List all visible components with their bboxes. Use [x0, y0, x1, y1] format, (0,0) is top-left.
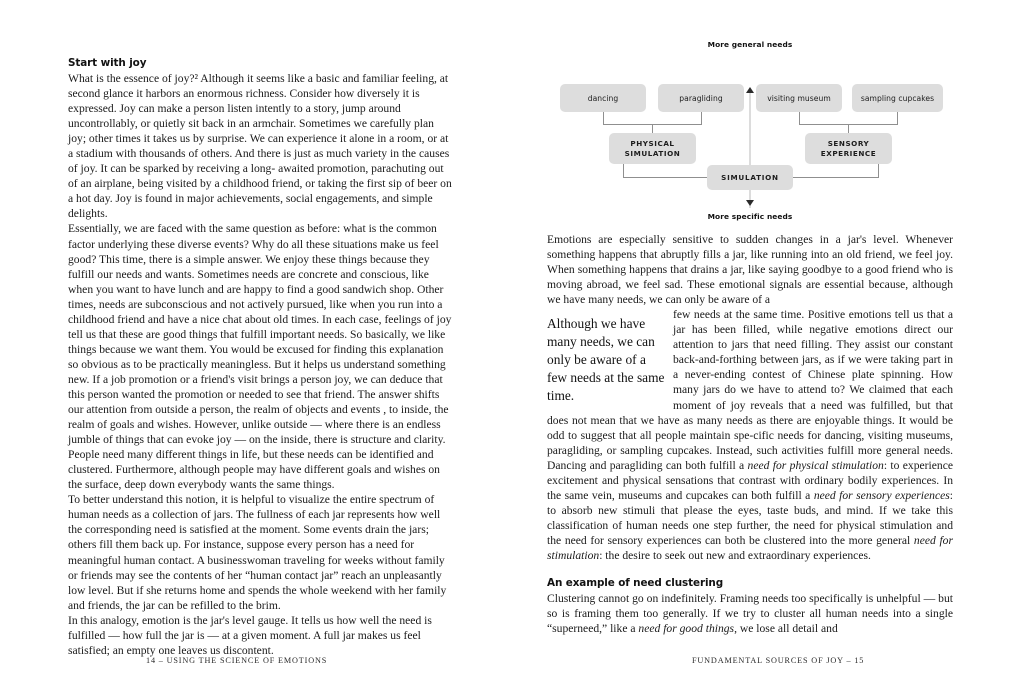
section-heading-need-clustering: An example of need clustering	[547, 577, 724, 590]
connector-root-left	[623, 177, 718, 178]
diagram-node-paragliding[interactable]	[658, 84, 744, 112]
wrap-text-c: : to absorb new stimuli that please the eyes, taste buds, and mind. If we take this classification of human needs one step further, the need for physical stimulation and the need for sensory experiences can both be clustered into the more general	[547, 488, 954, 547]
diagram-node-label: SIMULATION	[721, 173, 779, 182]
diagram-node-label: SENSORY EXPERIENCE	[820, 138, 877, 158]
diagram-node-label: paragliding	[679, 93, 723, 103]
connector-physical-stem	[652, 124, 653, 133]
right-page-column	[547, 40, 953, 636]
paragraph-3	[68, 492, 454, 612]
paragraph-3-text: To better understand this notion, it is helpful to visualize the entire spectrum of human needs as a collection of jars. The fullness of each jar represents how well the corresponding need is satisfied at the moment. Some events drain the jars; others fill them back up. For instance, suppose every person has a need for meaningful human contact. A businesswoman traveling for weeks without family or friends may see the contents of her “human contact jar” reach an unpleasantly low level. But if she returns home and spends the whole weekend with her family and friends, the jar can be refilled to the brim.	[68, 493, 447, 612]
right-paragraph-final	[547, 591, 953, 636]
connector-paragliding-down	[701, 112, 702, 124]
diagram-axis-bottom-label: More specific needs	[707, 212, 793, 221]
right-paragraph-top: Emotions are especially sensitive to sudden changes in a jar's level. Whenever something happens that abruptly fills a jar, like running into an old friend, we feel joy. When something happens that drains a jar, like saying goodbye to a good friend who is moving abroad, we feel sad. These emotional signals are essential because, although we have many needs, we can only be aware of a	[547, 233, 953, 307]
connector-cupcakes-down	[897, 112, 898, 124]
wrap-text-d: : the desire to seek out new and extraordinary experiences.	[599, 548, 871, 562]
final-text-b: , we lose all detail and	[734, 622, 838, 636]
diagram-axis-line	[750, 93, 751, 208]
diagram-node-dancing[interactable]	[560, 84, 646, 112]
italic-need-physical-stimulation: need for physical stimulation	[747, 458, 884, 472]
pullquote: Although we have many needs, we can only be aware of a few needs at the same time.	[547, 316, 665, 403]
connector-dancing-down	[603, 112, 604, 124]
italic-need-for-good-things: need for good things	[638, 622, 735, 636]
connector-sensory-stem	[848, 124, 849, 133]
diagram-node-label: dancing	[587, 93, 619, 103]
need-clustering-diagram	[547, 40, 953, 226]
paragraph-4-text: In this analogy, emotion is the jar's level gauge. It tells us how well the need is fulfilled — how full the jar is — at a given moment. A full jar makes us feel satisfied; an empty one leaves us discontent.	[68, 613, 432, 657]
diagram-axis-top-label: More general needs	[707, 40, 793, 49]
diagram-node-label: sampling cupcakes	[860, 93, 935, 103]
final-text-a: Clustering cannot go on indefinitely. Framing needs too specifically is unhelpful — but so is framing them too generally. If we try to cluster all human needs into a single “superneed,” like a	[547, 592, 953, 636]
italic-need-for-stimulation: need for stimulation	[547, 533, 953, 562]
connector-sensory-down	[878, 164, 879, 177]
wrap-text-b: : to experience excitement and physical sensations that contrast with ordinary bodily experiences. In the same vein, museums and cupcakes can both fulfill a	[547, 458, 953, 502]
paragraph-1	[68, 71, 454, 221]
folio-right: FUNDAMENTAL SOURCES OF JOY – 15	[692, 656, 865, 665]
paragraph-1-text: What is the essence of joy?² Although it seems like a basic and familiar feeling, at second glance it harbors an enormous richness. Consider how diversely it is expressed. Joy can make a person listen intently to a story, jump around uncontrollably, or quietly sit back in an armchair. Sometimes we carefully plan joy; other times it takes us by surprise. We can experience it alone in a room, or at a stadium with thousands of others. And there is just as much variety in the causes of joy. It can be sparked by receiving a long- awaited promotion, parachuting out of an airplane, being visited by a childhood friend, or taking the first sip of beer on a hot day. Joy is found in major achievements, social engagements, and simple delights.	[68, 72, 452, 221]
folio-left: 14 – USING THE SCIENCE OF EMOTIONS	[146, 656, 328, 665]
wrap-text-a: few needs at the same time. Positive emotions tell us that a jar has been filled, while negative emotions direct our attention to jars that need filling. They assist our constant back-and-forthing between jars, as if we were taking part in a never-ending contest of Chinese plate spinning. How many jars do we have to attend to? We claimed that each moment of joy reveals that a need was fulfilled, but that does not mean that we have as many needs as there are enjoyable things. It would be odd to suggest that all people maintain spe-cific needs for dancing, visiting museums, paragliding, or sampling cupcakes. Instead, such activities fulfill more general needs. Dancing and paragliding can both fulfill a	[547, 308, 953, 472]
paragraph-2	[68, 221, 454, 492]
left-page-column	[68, 56, 454, 658]
diagram-node-visiting-museum[interactable]	[756, 84, 842, 112]
paragraph-4	[68, 613, 454, 658]
diagram-node-sampling-cupcakes[interactable]	[852, 84, 943, 112]
connector-museum-down	[799, 112, 800, 124]
connector-root-right	[783, 177, 879, 178]
diagram-node-label: PHYSICAL SIMULATION	[624, 138, 681, 158]
diagram-node-simulation[interactable]	[707, 165, 793, 190]
paragraph-2-text: Essentially, we are faced with the same question as before: what is the common factor underlying these diverse events? Why do all these situations make us feel good? This time, there is a simple answer. We enjoy these things because they fulfill our needs and wants. Sometimes needs are concrete and conscious, like when you want to have lunch and are happy to find a good sandwich shop. Other times, needs are subconscious and not actively pursued, like when you run into a childhood friend and have a nice chat about old times. In each case, feelings of joy tell us that these are good things that fulfill important needs. So basically, we like things because we want them. You would be excused for finding this explanation so obvious as to be practically meaningless. But it helps us understand something new. If a job promotion or a friend's visit brings a person joy, we can deduce that this person wanted the promotion or needed to see that friend. The answer shifts our attention from outside a person, the realm of objects and events , to inside, the realm of goals and wishes. However, unlike outside — where there is an endless jumble of things that can evoke joy — on the inside, there is structure and clarity. People need many different things in life, but these needs can be identified and clustered. Furthermore, although people may have different goals and wishes on the surface, deep down everybody wants the same things.	[68, 222, 452, 492]
page-title: Start with joy	[68, 57, 147, 69]
italic-need-sensory-experiences: need for sensory experiences	[813, 488, 950, 502]
diagram-node-physical-simulation[interactable]	[609, 133, 696, 164]
connector-physical-down	[623, 164, 624, 177]
diagram-node-label: visiting museum	[767, 93, 831, 103]
diagram-node-sensory-experience[interactable]	[805, 133, 892, 164]
axis-arrow-down-icon	[746, 200, 754, 206]
